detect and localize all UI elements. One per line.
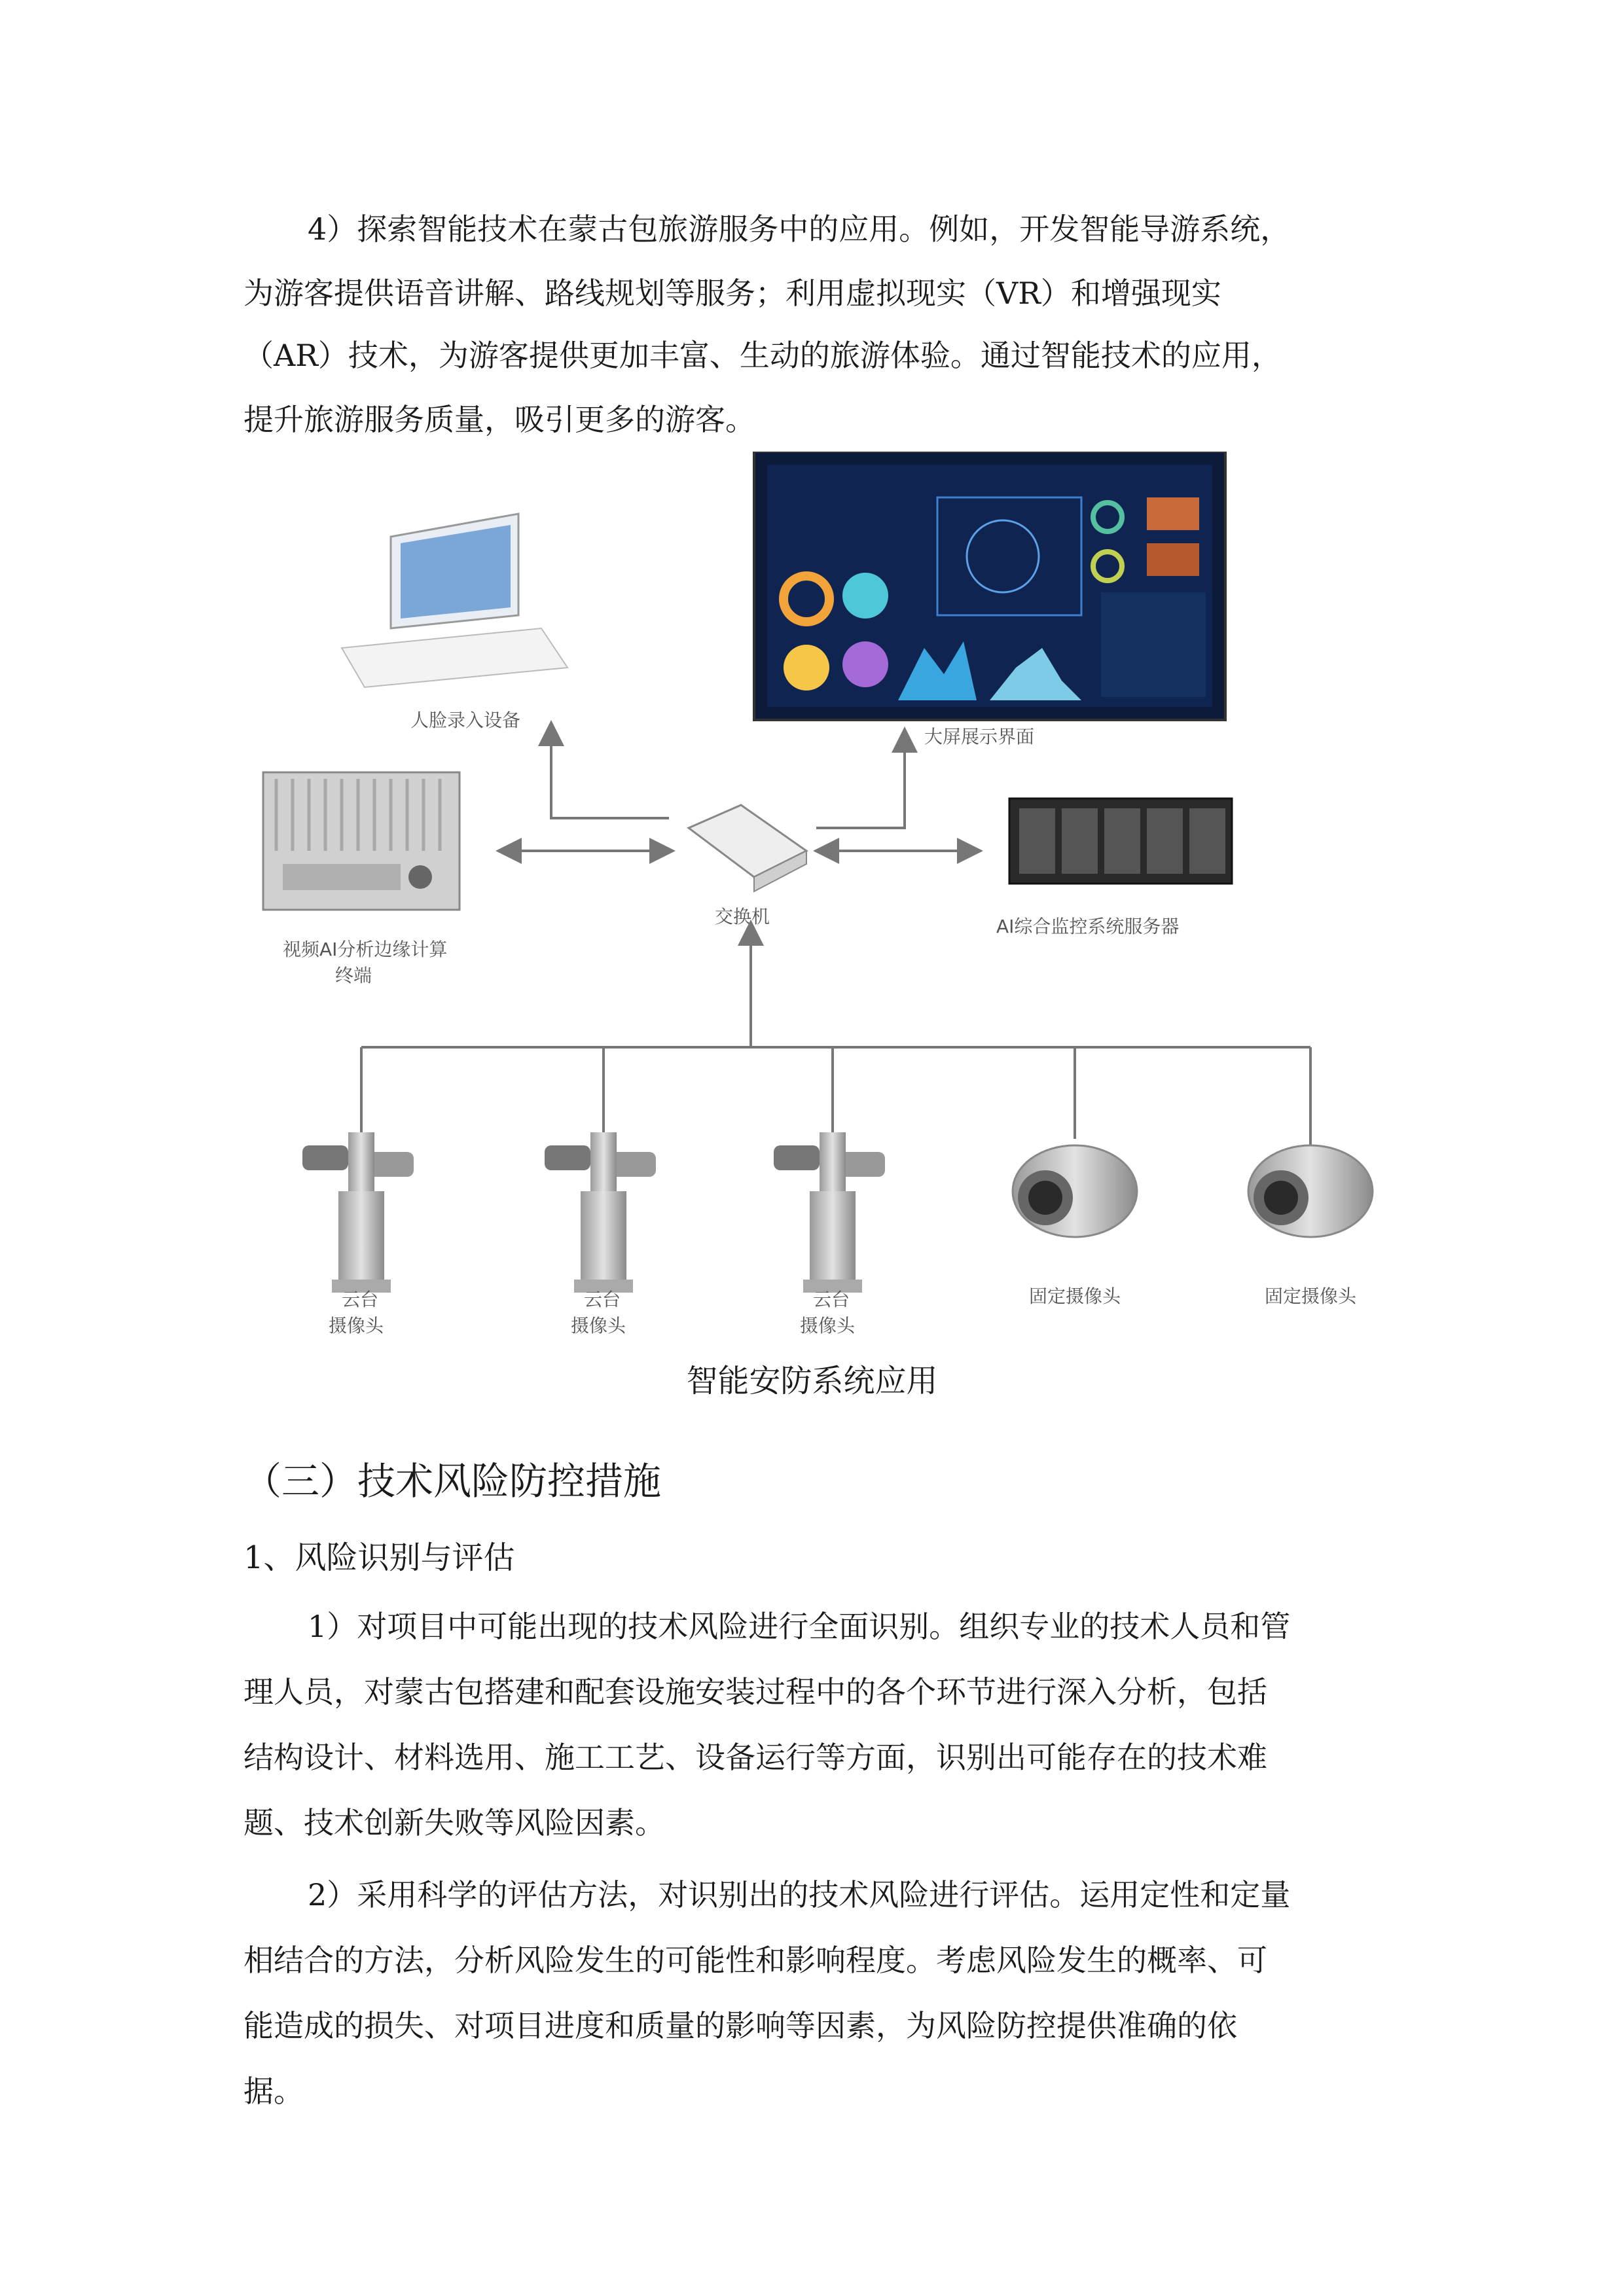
label-fixed-2: 固定摄像头 — [1265, 1285, 1357, 1307]
paragraph-line: 相结合的方法，分析风险发生的可能性和影响程度。考虑风险发生的概率、可 — [244, 1943, 1267, 1978]
security-system-diagram — [244, 452, 1382, 1355]
figure-caption: 智能安防系统应用 — [686, 1363, 938, 1399]
label-server: AI综合监控系统服务器 — [996, 916, 1180, 937]
paragraph-line: 题、技术创新失败等风险因素。 — [244, 1805, 665, 1840]
paragraph-line: 结构设计、材料选用、施工工艺、设备运行等方面，识别出可能存在的技术难 — [244, 1740, 1267, 1775]
big-screen-display — [754, 452, 1225, 720]
label-ptz-2b: 摄像头 — [571, 1315, 626, 1336]
network-switch — [689, 805, 806, 891]
fixed-camera — [1013, 1145, 1137, 1237]
label-ptz-3a: 云台 — [813, 1289, 850, 1310]
connection-lines — [361, 733, 1310, 1152]
fixed-camera — [1248, 1145, 1373, 1237]
paragraph-line: 1）对项目中可能出现的技术风险进行全面识别。组织专业的技术人员和管 — [308, 1609, 1291, 1644]
label-ptz-1b: 摄像头 — [329, 1315, 384, 1336]
ptz-camera — [545, 1132, 656, 1293]
label-edge-terminal-2: 终端 — [335, 965, 372, 986]
edge-computing-terminal — [263, 772, 460, 910]
paragraph-line: 提升旅游服务质量，吸引更多的游客。 — [244, 402, 755, 437]
label-ptz-2a: 云台 — [584, 1289, 621, 1310]
label-edge-terminal-1: 视频AI分析边缘计算 — [283, 939, 448, 960]
ptz-camera — [302, 1132, 414, 1293]
paragraph-line: 据。 — [244, 2073, 304, 2109]
paragraph-line: 2）采用科学的评估方法，对识别出的技术风险进行评估。运用定性和定量 — [308, 1877, 1291, 1912]
paragraph-line: 理人员，对蒙古包搭建和配套设施安装过程中的各个环节进行深入分析，包括 — [244, 1674, 1267, 1710]
label-face-device: 人脸录入设备 — [410, 709, 521, 731]
label-big-screen: 大屏展示界面 — [924, 726, 1035, 747]
label-fixed-1: 固定摄像头 — [1029, 1285, 1121, 1307]
label-ptz-1a: 云台 — [342, 1289, 379, 1310]
paragraph-line: 4）探索智能技术在蒙古包旅游服务中的应用。例如，开发智能导游系统， — [308, 211, 1291, 247]
section-heading: （三）技术风险防控措施 — [244, 1459, 662, 1503]
ptz-camera — [774, 1132, 885, 1293]
ai-monitoring-server — [1009, 798, 1232, 884]
paragraph-line: （AR）技术，为游客提供更加丰富、生动的旅游体验。通过智能技术的应用， — [244, 338, 1282, 373]
paragraph-line: 为游客提供语音讲解、路线规划等服务；利用虚拟现实（VR）和增强现实 — [244, 276, 1221, 311]
label-switch: 交换机 — [715, 906, 770, 927]
paragraph-line: 能造成的损失、对项目进度和质量的影响等因素，为风险防控提供准确的依 — [244, 2008, 1237, 2043]
subsection-heading: 1、风险识别与评估 — [244, 1539, 515, 1576]
face-entry-device — [342, 514, 568, 687]
label-ptz-3b: 摄像头 — [800, 1315, 856, 1336]
